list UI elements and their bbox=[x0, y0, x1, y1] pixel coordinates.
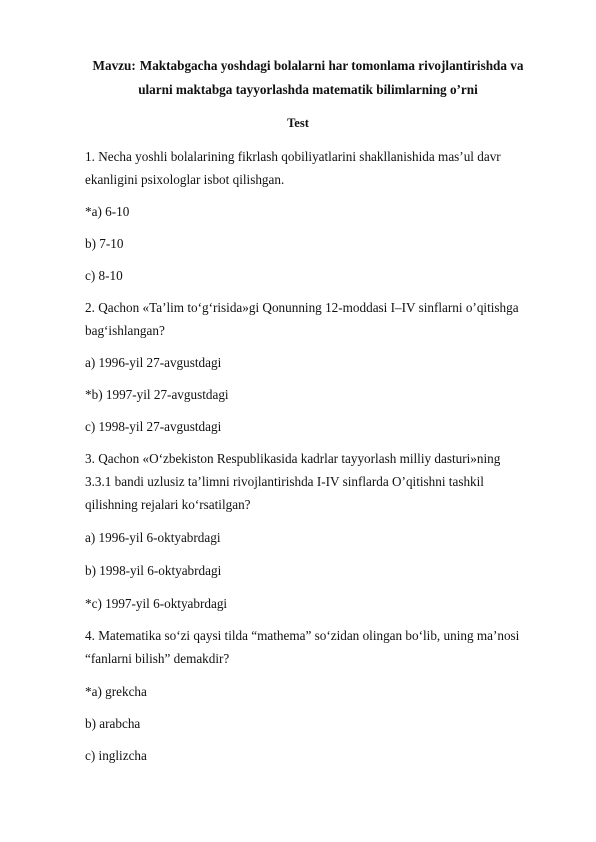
test-title: Test bbox=[287, 116, 309, 130]
question-1-option-b: b) 7-10 bbox=[85, 236, 124, 251]
question-1-text-line-1: 1. Necha yoshli bolalarining fikrlash qobiliyatlarini shakllanishida mas’ul davr bbox=[85, 149, 501, 164]
question-4-text-line-1: 4. Matematika so‘zi qaysi tilda “mathema” so‘zidan olingan bo‘lib, uning ma’nosi bbox=[85, 628, 520, 643]
question-2-option-b: *b) 1997-yil 27-avgustdagi bbox=[85, 387, 229, 402]
question-1-option-a: *a) 6-10 bbox=[85, 204, 130, 219]
question-3-text-line-2: 3.3.1 bandi uzlusiz ta’limni rivojlantirishda I-IV sinflarda O’qitishni tashkil bbox=[85, 474, 484, 489]
question-3-option-c: *c) 1997-yil 6-oktyabrdagi bbox=[85, 596, 228, 611]
question-3-text-line-1: 3. Qachon «O‘zbekiston Respublikasida kadrlar tayyorlash milliy dasturi»ning bbox=[85, 451, 501, 466]
question-1-option-c: c) 8-10 bbox=[85, 268, 123, 283]
question-4-option-b: b) arabcha bbox=[85, 716, 141, 731]
topic-heading bbox=[70, 54, 546, 102]
question-3-option-b: b) 1998-yil 6-oktyabrdagi bbox=[85, 563, 222, 578]
question-2-option-a: a) 1996-yil 27-avgustdagi bbox=[85, 355, 222, 370]
question-2-text-line-1: 2. Qachon «Ta’lim to‘g‘risida»gi Qonunning 12-moddasi I–IV sinflarni o’qitishga bbox=[85, 300, 519, 315]
question-4-text-line-2: “fanlarni bilish” demakdir? bbox=[85, 651, 230, 666]
topic-heading-line-1 bbox=[70, 54, 546, 78]
question-1-text-line-2: ekanligini psixologlar isbot qilishgan. bbox=[85, 172, 285, 187]
question-2-text-line-2: bag‘ishlangan? bbox=[85, 323, 165, 338]
question-2-option-c: c) 1998-yil 27-avgustdagi bbox=[85, 419, 222, 434]
question-4-option-c: c) inglizcha bbox=[85, 748, 147, 763]
question-3-option-a: a) 1996-yil 6-oktyabrdagi bbox=[85, 530, 221, 545]
topic-title-part-1: Maktabgacha yoshdagi bolalarni har tomonlama rivojlantirishda va bbox=[139, 58, 524, 73]
topic-label: Mavzu: bbox=[92, 58, 136, 73]
topic-heading-line-2: ularni maktabga tayyorlashda matematik bilimlarning o’rni bbox=[138, 82, 478, 97]
question-3-text-line-3: qilishning rejalari ko‘rsatilgan? bbox=[85, 497, 251, 512]
question-4-option-a: *a) grekcha bbox=[85, 684, 147, 699]
